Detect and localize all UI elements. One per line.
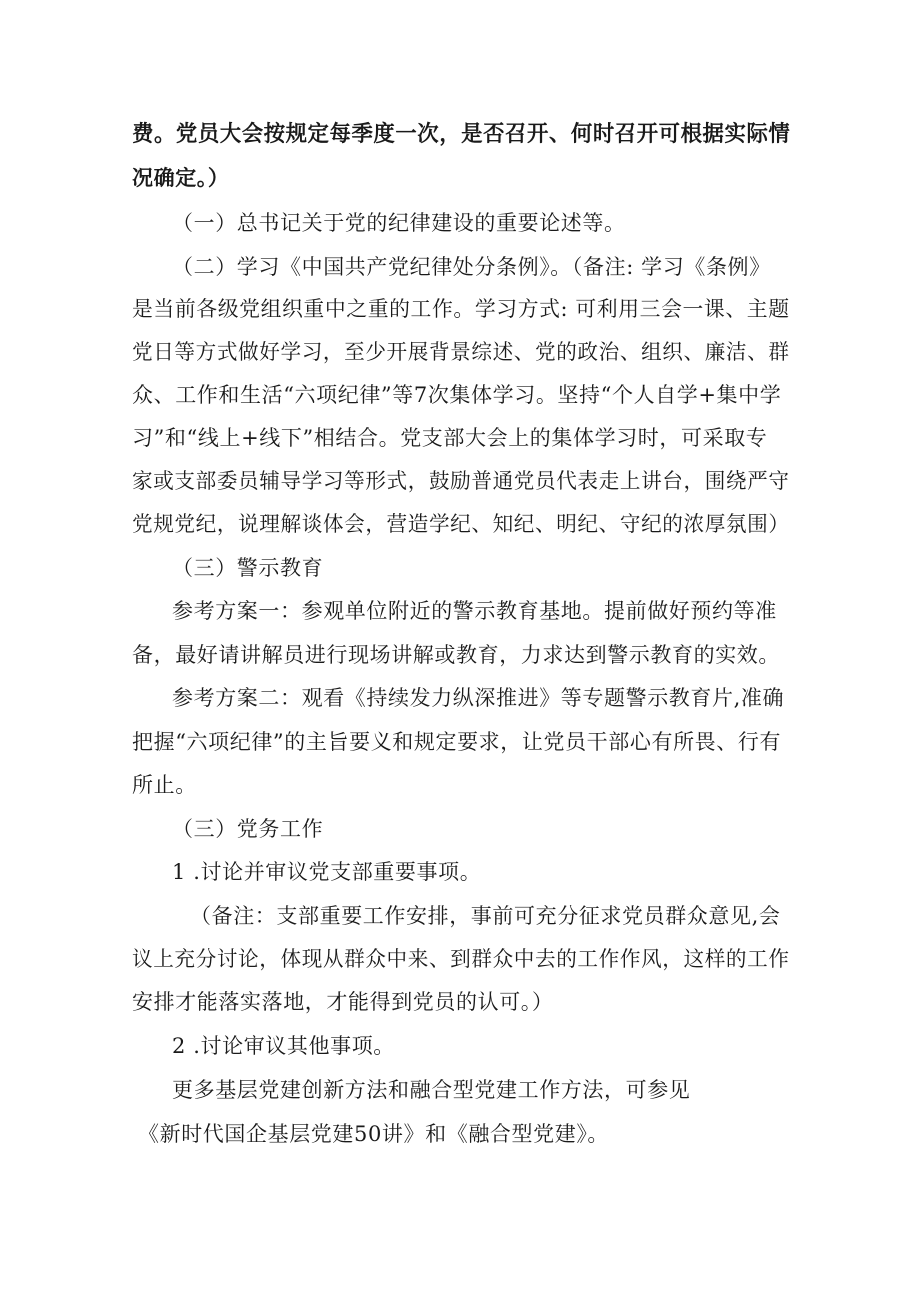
section-heading: （二）学习《中国共产党纪律处分条例》。（备注: 学习《条例》 — [172, 255, 771, 279]
paragraph-line: 《新时代国企基层党建50讲》和《融合型党建》。 — [138, 1122, 610, 1146]
paragraph-line: 党日等方式做好学习，至少开展背景综述、党的政治、组织、廉洁、群 — [132, 340, 790, 364]
paragraph-line: 更多基层党建创新方法和融合型党建工作方法，可参见 — [172, 1078, 691, 1102]
paragraph-line: （备注：支部重要工作安排，事前可充分征求党员群众意见,会 — [190, 904, 781, 928]
paragraph-line: 安排才能落实落地，才能得到党员的认可。） — [132, 990, 554, 1014]
paragraph-line: 把握“六项纪律”的主旨要义和规定要求，让党员干部心有所畏、行有 — [132, 730, 782, 754]
section-heading: （三）警示教育 — [172, 556, 324, 580]
paragraph-line: 议上充分讨论，体现从群众中来、到群众中去的工作作风，这样的工作 — [132, 947, 790, 971]
paragraph-line: 是当前各级党组织重中之重的工作。学习方式: 可利用三会一课、主题 — [132, 297, 790, 321]
paragraph-line: 党规党纪，说理解谈体会，营造学纪、知纪、明纪、守纪的浓厚氛围） — [132, 512, 790, 536]
list-item: 2 .讨论审议其他事项。 — [172, 1034, 395, 1058]
paragraph-line: 参考方案二：观看《持续发力纵深推进》等专题警示教育片,准确 — [172, 686, 785, 710]
list-item: 1 .讨论并审议党支部重要事项。 — [172, 860, 482, 884]
paragraph-line: 费。党员大会按规定每季度一次，是否召开、何时召开可根据实际情 — [132, 122, 791, 147]
paragraph-line: 众、工作和生活“六项纪律”等7次集体学习。坚持“个人自学+集中学 — [132, 383, 782, 407]
paragraph-line: 习”和“线上+线下”相结合。党支部大会上的集体学习时，可采取专 — [132, 426, 768, 450]
section-heading: （一）总书记关于党的纪律建设的重要论述等。 — [172, 211, 626, 235]
paragraph-line: 况确定。） — [132, 166, 230, 190]
paragraph-line: 家或支部委员辅导学习等形式，鼓励普通党员代表走上讲台，围绕严守 — [132, 469, 790, 493]
paragraph-line: 所止。 — [132, 773, 197, 797]
section-heading: （三）党务工作 — [172, 817, 324, 841]
paragraph-line: 参考方案一：参观单位附近的警示教育基地。提前做好预约等准 — [172, 599, 777, 623]
paragraph-line: 备，最好请讲解员进行现场讲解或教育，力求达到警示教育的实效。 — [132, 643, 780, 667]
